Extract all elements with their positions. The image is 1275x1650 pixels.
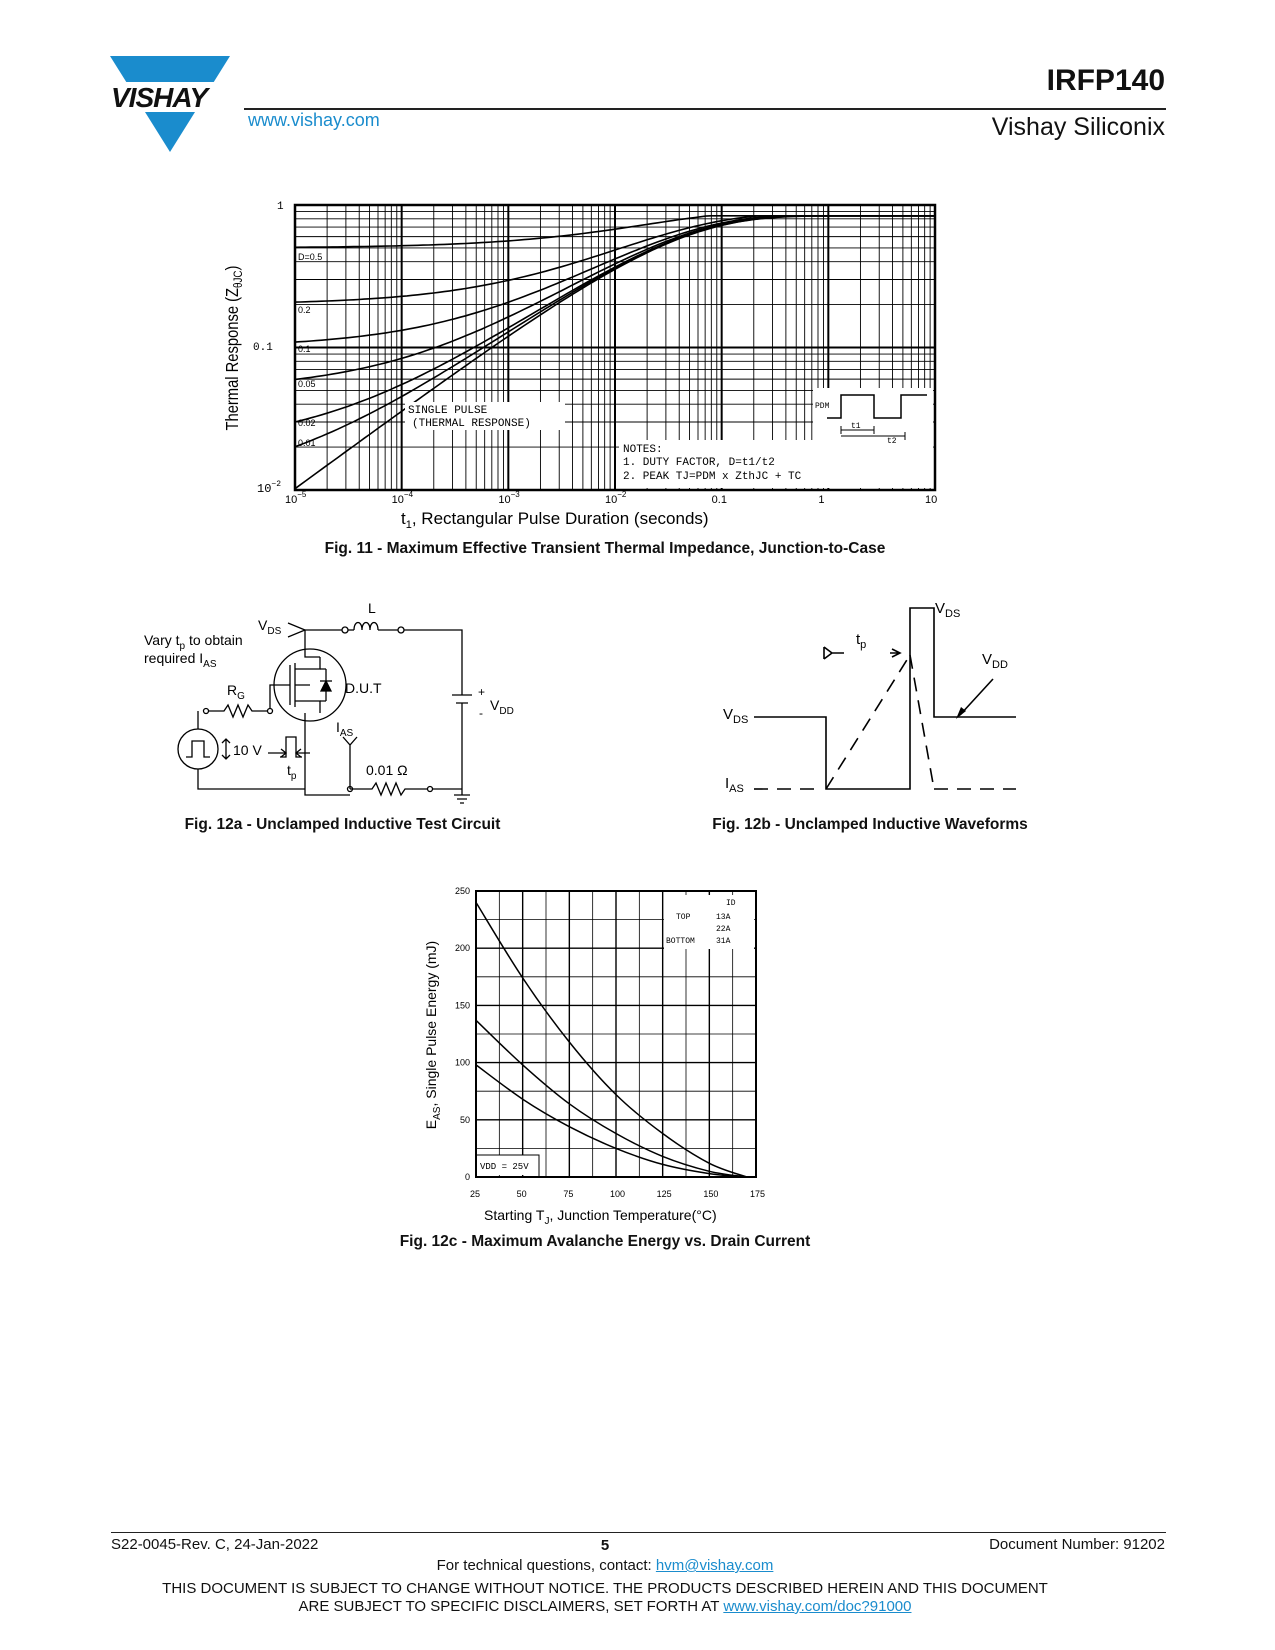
legend-row-0-value: 13A: [716, 913, 731, 922]
x-tick-5: 1: [818, 494, 825, 506]
fig12c-y-tick-1: 50: [459, 1114, 470, 1125]
y-tick-1: 1: [277, 201, 284, 213]
vds-label: $V_{DS}$: [258, 617, 282, 637]
header-rule: [244, 108, 1166, 110]
fig12c-y-tick-0: 0: [464, 1172, 470, 1182]
note-1: 1. DUTY FACTOR, D=t1/t2: [623, 457, 775, 469]
curve-label-005: 0.05: [298, 379, 316, 389]
shunt-label: 0.01 Ω: [366, 762, 408, 778]
footer-contact: For technical questions, contact: hvm@vishay.com: [436, 1557, 774, 1574]
footer-disclaimer-2: ARE SUBJECT TO SPECIFIC DISCLAIMERS, SET FORTH AT www.vishay.com/doc?91000: [298, 1598, 912, 1615]
vdd-minus: -: [479, 706, 483, 720]
footer-doc-number: Document Number: 91202: [989, 1536, 1165, 1553]
fig12c-y-tick-5: 250: [454, 886, 470, 896]
legend-row-0-label: TOP: [676, 913, 691, 922]
fig12c-avalanche-chart: [420, 885, 780, 1230]
x-tick-0: $10^{-5}$: [285, 490, 307, 506]
vds-top-label: $V_{DS}$: [935, 600, 961, 620]
x-tick-3: $10^{-2}$: [605, 490, 627, 506]
fig12c-x-tick-6: 175: [750, 1189, 766, 1199]
fig11-caption: Fig. 11 - Maximum Effective Transient Thermal Impedance, Junction-to-Case: [324, 540, 886, 557]
fig12c-y-tick-3: 150: [454, 1000, 470, 1011]
pulse-10v-label: 10 V: [233, 742, 262, 758]
inductor-symbol: [354, 623, 378, 631]
curve-label-002: 0.02: [298, 418, 316, 428]
note-2: 2. PEAK TJ=PDM x ZthJC + TC: [623, 471, 802, 483]
legend-row-2-value: 31A: [716, 937, 731, 946]
legend-row-2-label: BOTTOM: [666, 937, 695, 946]
rg-label: $R_G$: [227, 682, 245, 702]
vdd-plus: +: [478, 685, 486, 699]
y-tick-10e-2: $10^{-2}$: [257, 480, 282, 496]
fig12c-x-tick-0: 25: [470, 1189, 481, 1199]
required-ias-text: required $I_{AS}$: [144, 650, 217, 670]
curve-label-001: 0.01: [298, 438, 316, 448]
fig12b-caption: Fig. 12b - Unclamped Inductive Waveforms: [712, 816, 1028, 833]
ias-label: $I_{AS}$: [725, 775, 744, 795]
vdd-label: $V_{DD}$: [490, 697, 514, 717]
fig12c-x-axis-label: Starting $T_J$, Junction Temperature(°C): [484, 1207, 717, 1227]
fig12a-test-circuit: [140, 595, 540, 810]
footer-rule: [111, 1532, 1166, 1533]
y-tick-01: 0.1: [253, 342, 273, 354]
vdd-label: $V_{DD}$: [982, 651, 1008, 671]
single-pulse-sub: (THERMAL RESPONSE): [412, 418, 531, 430]
fig12c-y-axis-label: $E_{AS}$, Single Pulse Energy (mJ): [423, 940, 443, 1130]
vary-tp-text: Vary $t_p$ to obtain: [144, 632, 243, 652]
x-tick-2: $10^{-3}$: [498, 490, 520, 506]
footer-disclaimer-1: THIS DOCUMENT IS SUBJECT TO CHANGE WITHOUT NOTICE. THE PRODUCTS DESCRIBED HEREIN AND THIS DOCUMENT: [162, 1580, 1048, 1597]
notes-title: NOTES:: [623, 444, 663, 456]
x-tick-6: 10: [925, 494, 938, 506]
company-name: Vishay Siliconix: [991, 113, 1165, 141]
tp-label: $t_p$: [287, 762, 297, 782]
header-url-link[interactable]: www.vishay.com: [248, 110, 380, 130]
vds-left-label: $V_{DS}$: [723, 706, 749, 726]
fig11-thermal-chart: [215, 190, 960, 535]
fig11-y-axis-label: Thermal Response $(Z_{\theta JC})$: [222, 265, 246, 431]
inset-t2: t2: [887, 437, 897, 446]
legend-row-1-value: 22A: [716, 925, 731, 934]
legend-header: ID: [726, 899, 736, 908]
ias-label: $I_{AS}$: [336, 719, 354, 739]
inset-t1: t1: [851, 422, 861, 431]
contact-email-link[interactable]: hvm@vishay.com: [655, 1557, 774, 1574]
dut-label: D.U.T: [345, 680, 382, 696]
fig12b-waveforms: [720, 595, 1030, 805]
fig12c-x-tick-3: 100: [610, 1189, 626, 1199]
fig12c-curve-22A: [476, 1020, 747, 1177]
fig11-x-axis-label: $t_1$, Rectangular Pulse Duration (seconds): [401, 509, 709, 531]
brand-name: VISHAY: [111, 82, 208, 113]
disclaimer-link[interactable]: www.vishay.com/doc?91000: [723, 1598, 912, 1615]
curve-label-01: 0.1: [298, 344, 311, 354]
part-number: IRFP140: [1046, 64, 1165, 97]
fig12c-x-tick-2: 75: [563, 1189, 574, 1199]
vds-waveform: [754, 608, 1016, 789]
pulse-source-symbol: [178, 729, 218, 769]
fig12c-x-tick-5: 150: [703, 1189, 719, 1199]
inductor-label: L: [368, 600, 376, 616]
x-tick-4: 0.1: [711, 494, 727, 506]
footer-revision: S22-0045-Rev. C, 24-Jan-2022: [111, 1536, 319, 1553]
x-tick-1: $10^{-4}$: [391, 490, 414, 506]
fig12c-x-tick-1: 50: [516, 1189, 527, 1199]
curve-label-d05: D=0.5: [298, 252, 323, 262]
fig12c-y-tick-4: 200: [454, 943, 470, 954]
fig12c-x-tick-4: 125: [656, 1189, 672, 1199]
footer-page-number: 5: [600, 1537, 610, 1554]
vdd-note: VDD = 25V: [480, 1162, 529, 1172]
fig12c-y-tick-2: 100: [454, 1057, 470, 1068]
fig12c-caption: Fig. 12c - Maximum Avalanche Energy vs. Drain Current: [399, 1233, 811, 1250]
tp-label: $t_p$: [856, 631, 867, 651]
inset-pdm: PDM: [815, 402, 830, 411]
single-pulse-label: SINGLE PULSE: [408, 405, 488, 417]
fig12a-caption: Fig. 12a - Unclamped Inductive Test Circuit: [184, 816, 501, 833]
curve-label-02: 0.2: [298, 305, 311, 315]
